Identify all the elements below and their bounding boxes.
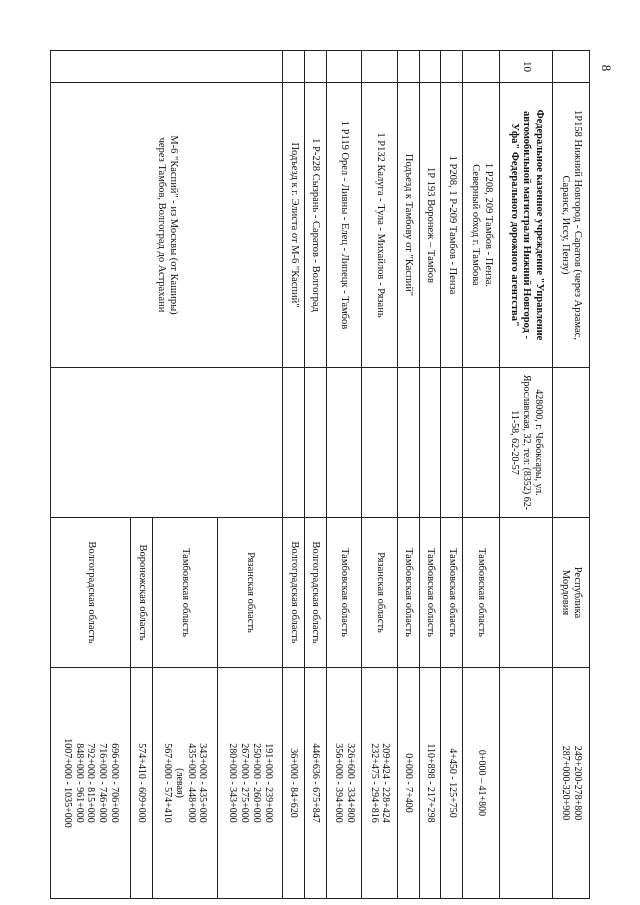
km-range-cell	[463, 668, 500, 899]
road-name-line: Уфа" Федерального дорожного агентства"	[508, 123, 520, 327]
road-name-line: 1 Р132 Калуга - Тула - Михайлов - Рязань	[374, 132, 386, 318]
row-number-cell	[326, 51, 362, 83]
road-name-cell	[552, 83, 589, 368]
km-range: 110+898 - 217+298	[424, 743, 436, 823]
region-name: Волгоградская область	[85, 541, 97, 644]
table-row	[463, 51, 500, 899]
road-name-line: 1 Р208, 1 Р-209 Тамбов - Пенза	[446, 155, 458, 295]
table-row	[500, 51, 553, 899]
region-cell	[51, 518, 131, 668]
road-name-line: Саранск, Исcу, Пензу)	[559, 175, 571, 275]
organization-address-cell	[304, 368, 326, 518]
road-name-cell	[326, 83, 362, 368]
organization-address-cell	[283, 368, 305, 518]
table-row	[304, 51, 326, 899]
roads-table	[50, 50, 590, 898]
road-name-line: Федеральное казенное учреждение "Управление	[533, 109, 545, 341]
organization-address-cell	[51, 368, 283, 518]
km-range-cell	[441, 668, 463, 899]
document-page	[50, 50, 590, 898]
table-row	[326, 51, 362, 899]
row-number-cell	[397, 51, 419, 83]
km-range-cell	[500, 668, 553, 899]
region-cell	[326, 518, 362, 668]
row-number-cell	[283, 51, 305, 83]
region-name: Рязанская область	[374, 552, 386, 633]
road-name-line: Подъезд к г. Элиста от М-6 "Каспий"	[288, 142, 300, 308]
table-row	[283, 51, 305, 899]
km-range: 716+000 - 746+000	[97, 743, 109, 823]
region-name: Волгоградская область	[288, 541, 300, 644]
km-range: 567+000 - 574+410	[162, 743, 174, 823]
table-row	[217, 51, 282, 899]
km-range-cell	[304, 668, 326, 899]
region-name: Республика	[572, 566, 584, 619]
road-name-line: 1 Р-228 Сызрань - Саратов - Волгоград	[310, 138, 322, 312]
organization-address-cell	[463, 368, 500, 518]
km-range: 209+424 - 228+424	[380, 743, 392, 823]
km-range-cell	[326, 668, 362, 899]
road-name-line: 1 Р119 Орел - Ливны - Елец - Липецк - Тамбов	[339, 120, 351, 330]
table-row	[419, 51, 441, 899]
road-name-cell	[283, 83, 305, 368]
km-range: 446+636 - 675+847	[310, 743, 322, 823]
km-range: 343+000 - 435+000	[197, 743, 209, 823]
km-range: (левая)	[173, 768, 185, 798]
row-number-cell	[552, 51, 589, 83]
region-cell	[441, 518, 463, 668]
region-cell	[304, 518, 326, 668]
road-name-cell	[463, 83, 500, 368]
km-range: 36+000 - 84+620	[288, 748, 300, 818]
row-number-cell	[463, 51, 500, 83]
row-number-cell	[362, 51, 398, 83]
region-name: Тамбовская область	[180, 548, 192, 637]
organization-address-cell	[326, 368, 362, 518]
road-name-line: 1Р158 Нижний Новгород - Саратов (через Арзамас,	[572, 110, 584, 340]
road-name-line: 1Р 193 Воронеж – Тамбов	[425, 167, 437, 283]
organization-address-cell: 428000, г. Чебоксары, ул. Ярославская, 32, тел: (8352) 62-11-58, 62-20-57	[500, 368, 553, 518]
km-range-cell	[397, 668, 419, 899]
region-cell	[152, 518, 217, 668]
km-range: 574+410 - 609+000	[136, 743, 148, 823]
road-name-line: Северный обход г. Тамбова	[470, 164, 482, 286]
km-range-cell	[419, 668, 441, 899]
organization-address-cell	[397, 368, 419, 518]
region-name: Тамбовская область	[339, 548, 351, 637]
table-row	[441, 51, 463, 899]
region-cell	[131, 518, 153, 668]
region-name: Тамбовская область	[425, 548, 437, 637]
organization-address-cell	[552, 368, 589, 518]
km-range: 280+000 - 343+000	[227, 743, 239, 823]
km-range: 250+000 - 260+000	[250, 743, 262, 823]
road-name-cell	[441, 83, 463, 368]
km-range: 267+000 - 275+000	[239, 743, 251, 823]
organization-address-cell	[362, 368, 398, 518]
region-name: Тамбовская область	[446, 548, 458, 637]
road-name-cell	[419, 83, 441, 368]
km-range: 191+000 - 239+000	[262, 743, 274, 823]
road-name-line: автомобильной магистрали Нижний Новгород -	[521, 111, 533, 339]
road-name-cell	[362, 83, 398, 368]
km-range: 792+000 - 815+000	[85, 743, 97, 823]
region-name: Тамбовская область	[476, 548, 488, 637]
region-cell	[552, 518, 589, 668]
region-cell	[463, 518, 500, 668]
organization-address-cell	[441, 368, 463, 518]
km-range-cell	[152, 668, 217, 899]
table-row	[397, 51, 419, 899]
km-range: 696+000 - 706+000	[109, 743, 121, 823]
row-number-cell	[51, 51, 283, 83]
road-name-line: 1 Р208, 209 Тамбов - Пенза.	[482, 162, 494, 288]
table-row	[552, 51, 589, 899]
region-cell	[362, 518, 398, 668]
region-cell	[397, 518, 419, 668]
km-range: 0+000 - 7+400	[403, 753, 415, 813]
km-range: 287+000-320+900	[559, 745, 571, 821]
km-range-cell	[283, 668, 305, 899]
km-range: 1007+000 - 1035+000	[61, 738, 73, 828]
row-number-cell	[419, 51, 441, 83]
km-range-cell	[362, 668, 398, 899]
region-name: Волгоградская область	[310, 541, 322, 644]
km-range: 0+000 – 41+800	[476, 749, 488, 817]
road-name-cell	[500, 83, 553, 368]
km-range-cell	[131, 668, 153, 899]
row-number-cell	[441, 51, 463, 83]
km-range: 326+600 - 334+800	[344, 743, 356, 823]
km-range: 232+475 - 294+816	[368, 743, 380, 823]
region-name: Воронежская область	[136, 544, 148, 641]
km-range: 4+450 - 125+750	[446, 748, 458, 818]
km-range-cell	[552, 668, 589, 899]
road-name-cell	[304, 83, 326, 368]
km-range-cell	[217, 668, 282, 899]
road-name-cell	[51, 83, 283, 368]
road-name-line: М-6 "Каспий" - из Москвы (от Каширы)	[167, 135, 179, 315]
road-name-line: через Тамбов, Волгоград до Астрахани	[155, 137, 167, 313]
page-number: 8	[599, 64, 614, 72]
region-cell	[217, 518, 282, 668]
organization-address-cell	[419, 368, 441, 518]
km-range: 356+000 - 394+000	[332, 743, 344, 823]
road-name-cell	[397, 83, 419, 368]
row-number-cell	[304, 51, 326, 83]
region-cell	[419, 518, 441, 668]
region-name: Тамбовская область	[403, 548, 415, 637]
km-range: 435+000 - 448+000	[185, 743, 197, 823]
table-row	[362, 51, 398, 899]
km-range: 249+200-278+800	[571, 745, 583, 821]
road-name-line: Подъезд к Тамбову от "Каспий"	[403, 153, 415, 297]
km-range: 848+000 - 961+000	[73, 743, 85, 823]
km-range-cell	[51, 668, 131, 899]
region-cell	[283, 518, 305, 668]
region-name: Мордовия	[559, 569, 571, 616]
region-cell	[500, 518, 553, 668]
region-name: Рязанская область	[245, 552, 257, 633]
row-number-cell: 10	[500, 51, 553, 83]
